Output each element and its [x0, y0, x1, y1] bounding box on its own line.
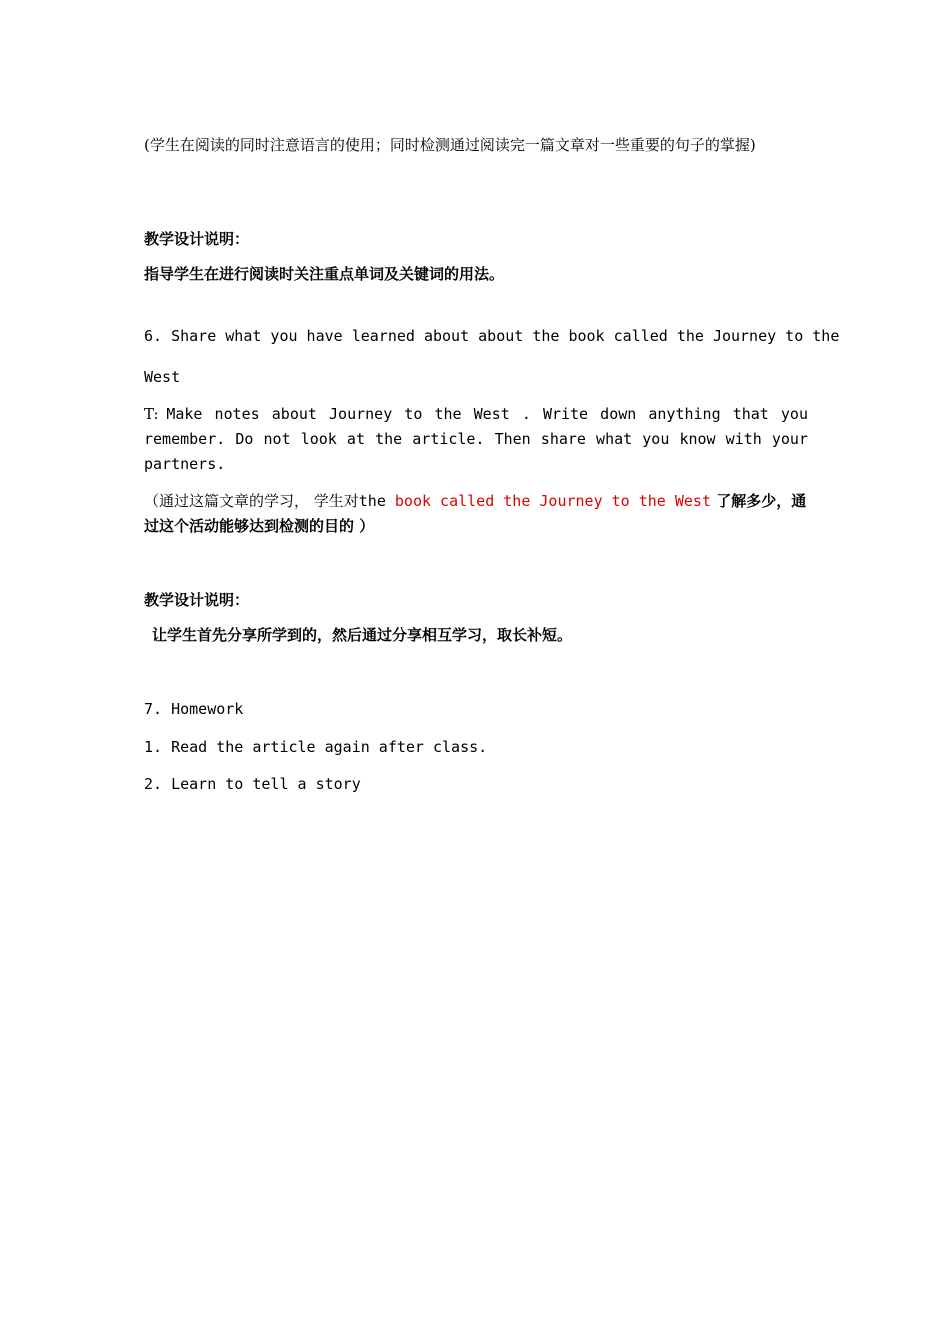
reading-note-paragraph [144, 124, 808, 166]
homework-item-2: 2. Learn to tell a story [144, 775, 361, 793]
design-note-title-2: 教学设计说明： [144, 591, 250, 609]
step-6-heading-line-2: West [144, 368, 181, 386]
design-note-body-2: 让学生首先分享所学到的，然后通过分享相互学习，取长补短。 [152, 626, 573, 644]
design-note-body-1: 指导学生在进行阅读时关注重点单词及关键词的用法。 [144, 265, 505, 283]
activity-note-highlight: book called the Journey to the West [394, 492, 711, 510]
homework-item-1: 1. Read the article again after class. [144, 738, 488, 756]
step-6-heading-line-1: 6. Share what you have learned about about the book called the Journey to the [144, 327, 840, 345]
activity-note-part-3: 了解多少，通过这个活动能够达到检测的目的 ） [144, 492, 807, 535]
step-7-heading: 7. Homework [144, 700, 244, 718]
activity-note-part-2: the [358, 492, 395, 510]
activity-note-paragraph [144, 489, 808, 539]
teacher-instruction-paragraph [144, 402, 808, 477]
activity-note-part-1: （通过这篇文章的学习， 学生对 [144, 492, 359, 510]
teacher-label: T: [144, 405, 167, 423]
design-note-title-1: 教学设计说明： [144, 230, 250, 248]
reading-note-text: (学生在阅读的同时注意语言的使用；同时检测通过阅读完一篇文章对一些重要的句子的掌握) [144, 136, 756, 154]
teacher-instruction-text: Make notes about Journey to the West . Write down anything that you remember. Do not look at the article. Then share what you know with your partners. [144, 405, 808, 473]
